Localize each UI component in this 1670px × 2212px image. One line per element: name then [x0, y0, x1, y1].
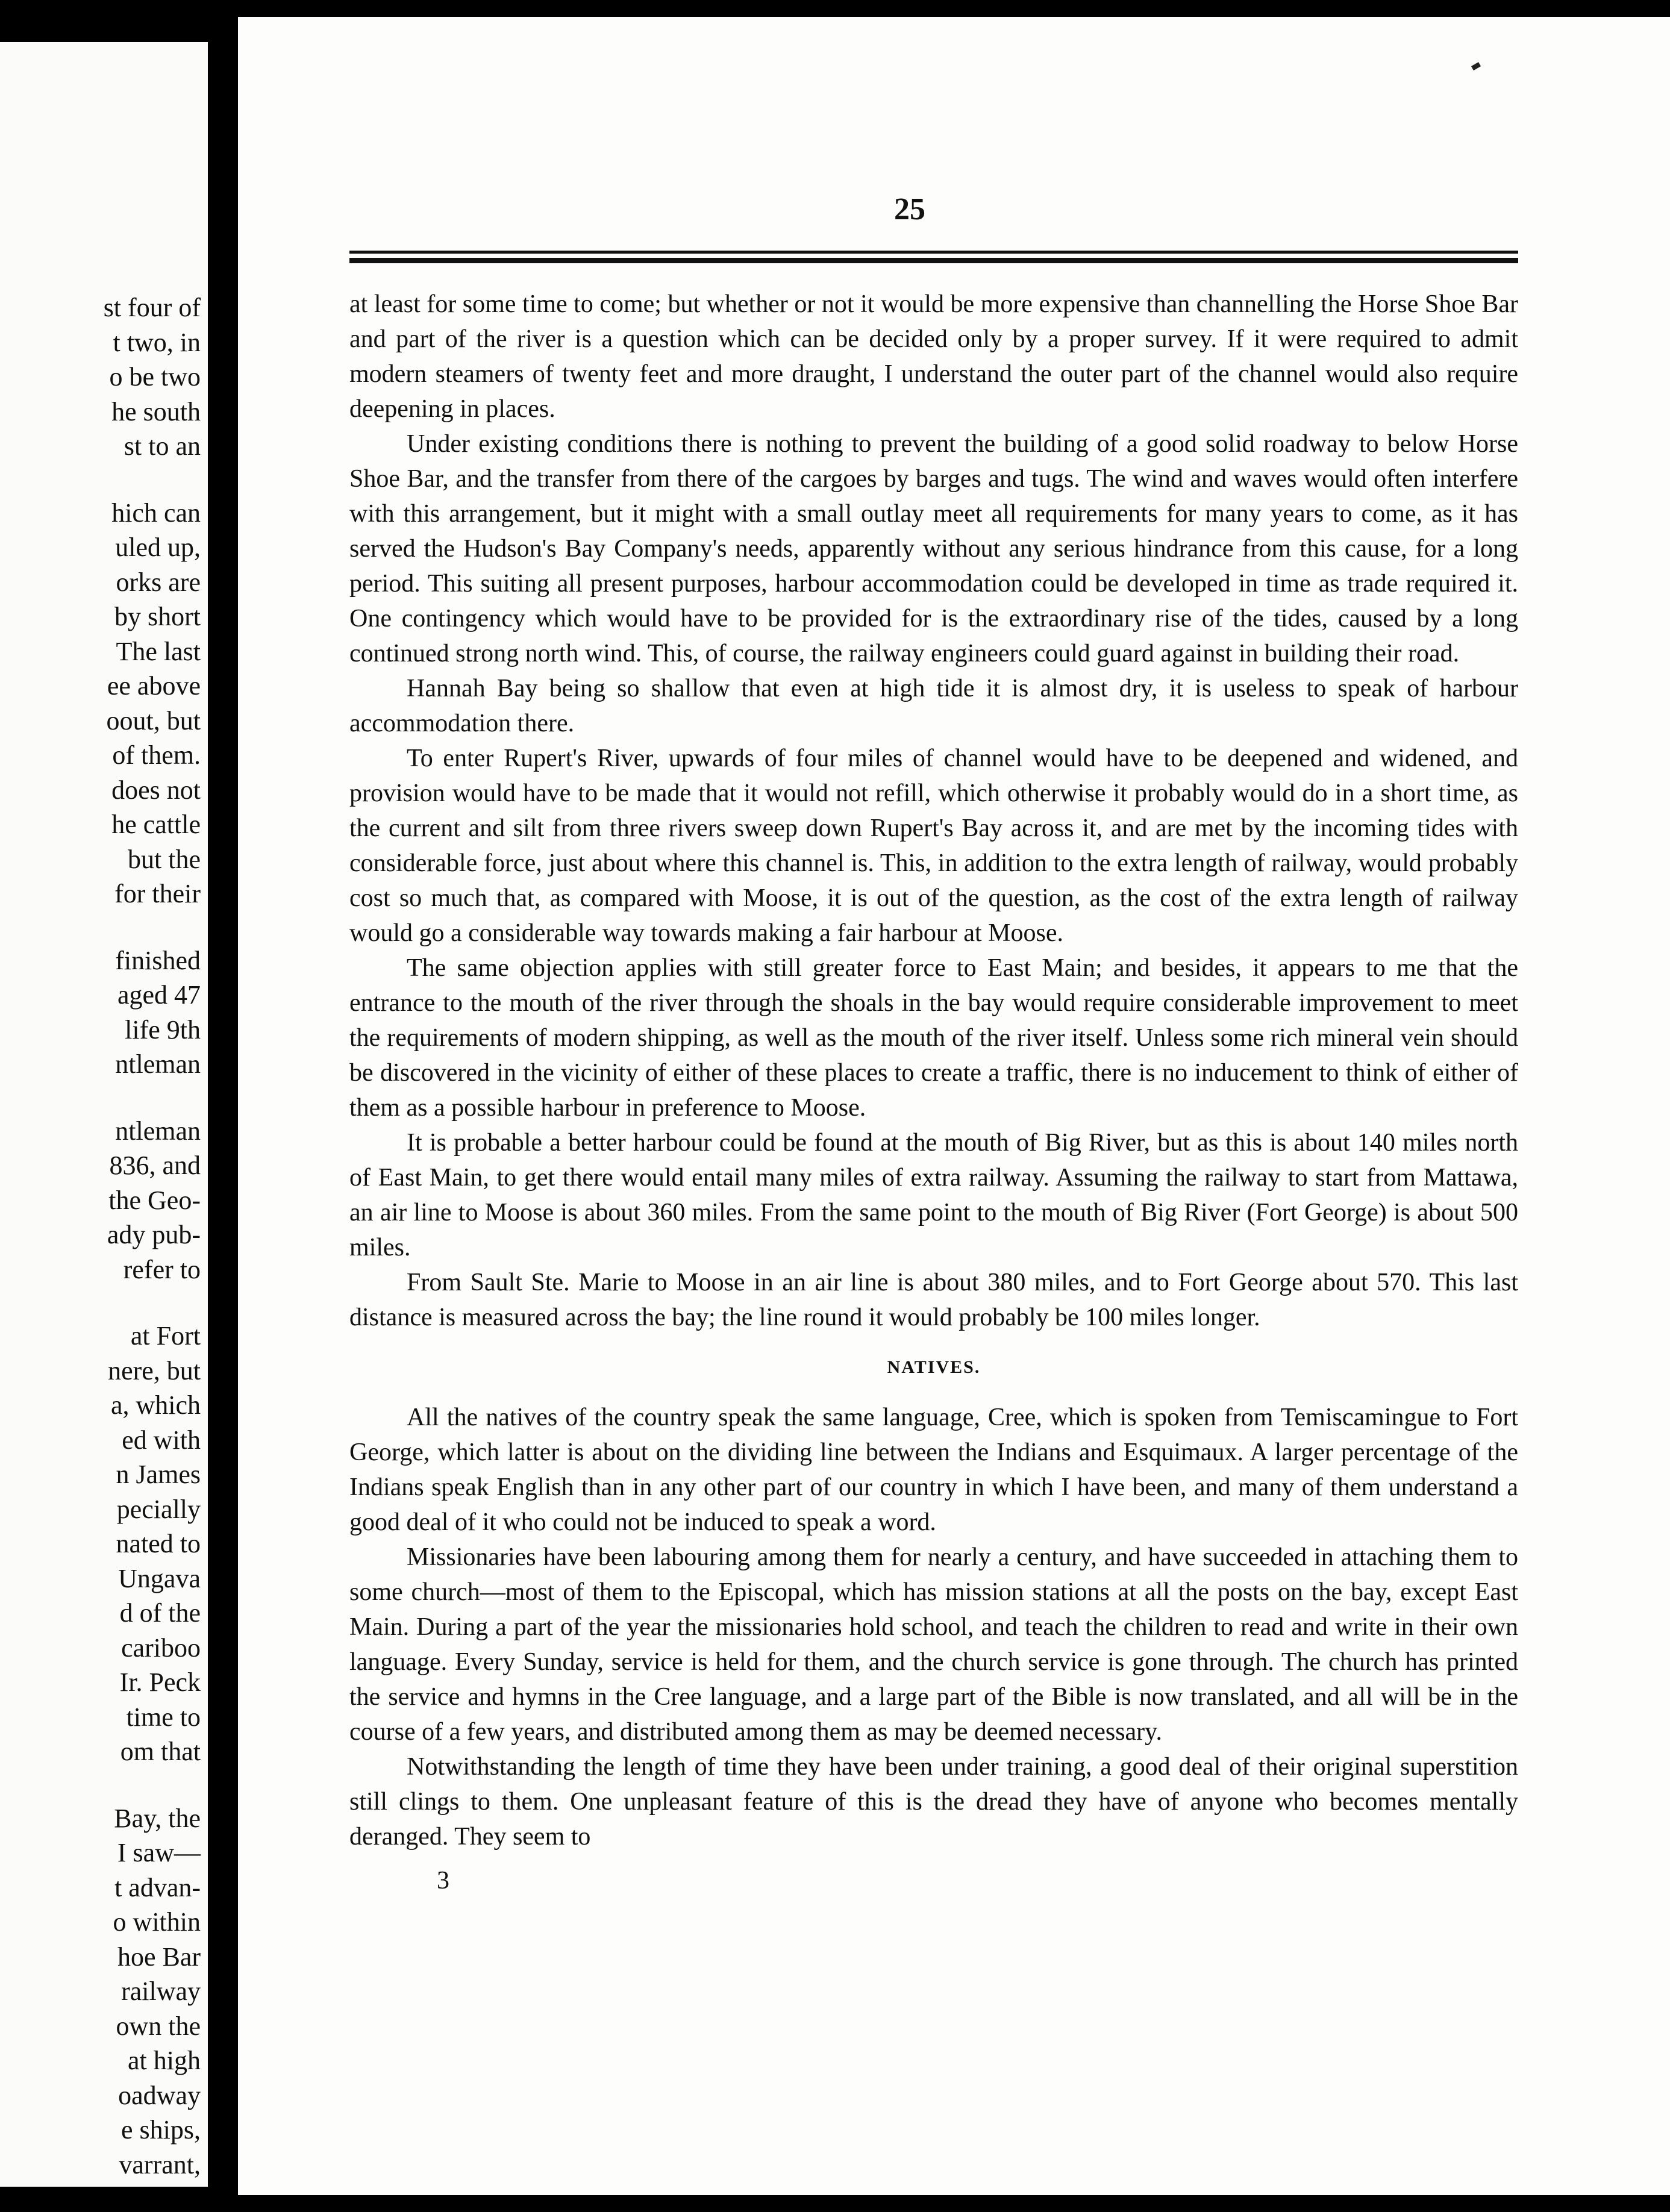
facing-page-paragraph [0, 496, 201, 911]
facing-page-line: 836, and [109, 1151, 201, 1180]
facing-page-line: life 9th [125, 1014, 201, 1045]
paragraph: It is probable a better harbour could be found at the mouth of Big River, but as this is about 140 miles north of East Main, to get there would entail many miles of extra railway. Assuming the railway to start from Mattawa, an air line to Moose is about 360 miles. From the same point to the mouth of Big River (Fort George) is about 500 miles. [349, 1129, 1518, 1261]
facing-page-line: I saw— [117, 1838, 201, 1867]
facing-page-line: Ungava [118, 1563, 201, 1593]
paragraph: To enter Rupert's River, upwards of four miles of channel would have to be deepened and widened, and provision would have to be made that it would not refill, which otherwise it probably would do in a short time, as the current and silt from three rivers sweep down Rupert's Bay across it, and are met by the incoming tides with considerable force, just about where this channel is. This, in addition to the extra length of railway, would probably cost so much that, as compared with Moose, it is out of the question, as the cost of the extra length of railway would go a considerable way towards making a fair harbour at Moose. [349, 745, 1518, 947]
facing-page-line: ed with [122, 1425, 201, 1455]
facing-page-line: st four of [103, 293, 201, 322]
facing-page-line: at high [128, 2046, 201, 2075]
facing-page-line: cariboo [121, 1632, 201, 1663]
page-gutter [208, 0, 238, 2212]
facing-page-line: time to [126, 1702, 201, 1732]
facing-page-line: pecially [116, 1494, 201, 1524]
facing-page-line: oout, but [106, 705, 201, 736]
facing-page-line: orks are [116, 567, 201, 597]
facing-page-line: railway [121, 1976, 201, 2006]
facing-page-line: a, which [110, 1390, 201, 1420]
facing-page-line: ntleman [115, 1116, 201, 1146]
paragraph: From Sault Ste. Marie to Moose in an air line is about 380 miles, and to Fort George about 570. This last distance is measured across the bay; the line round it would probably be 100 miles longer. [349, 1269, 1518, 1331]
paragraph: Hannah Bay being so shallow that even at high tide it is almost dry, it is useless to speak of harbour accommodation there. [349, 675, 1518, 737]
section-heading: NATIVES. [887, 1357, 981, 1377]
facing-page-line: aged 47 [117, 980, 201, 1010]
paragraph: All the natives of the country speak the same language, Cree, which is spoken from Temiscamingue to Fort George, which latter is about on the dividing line between the Indians and Esquimaux. A larger percentage of the Indians speak English than in any other part of our country in which I have been, and many of them understand a good deal of it who could not be induced to speak a word. [349, 1404, 1518, 1536]
facing-page-line: t two, in [113, 327, 201, 357]
facing-page-line: The last [116, 636, 201, 666]
facing-page-line: he south [111, 396, 201, 426]
paragraph: The same objection applies with still greater force to East Main; and besides, it appears to me that the entrance to the mouth of the river through the shoals in the bay would require considerable improvement to meet the requirements of modern shipping, as well as the mouth of the river itself. Unless some rich mineral vein should be discovered in the vicinity of either of these places to create a traffic, there is no inducement to think of either of them as a possible harbour in preference to Moose. [349, 954, 1518, 1122]
facing-page [0, 42, 208, 2187]
facing-page-paragraph [0, 1114, 201, 1287]
facing-page-line: ee above [107, 671, 201, 701]
facing-page-line: ntleman [115, 1049, 201, 1079]
facing-page-line: Bay, the [114, 1803, 201, 1833]
facing-page-paragraph [0, 1801, 201, 2182]
facing-page-line: nated to [116, 1529, 201, 1558]
paragraph: Under existing conditions there is nothing to prevent the building of a good solid roadway to below Horse Shoe Bar, and the transfer from there of the cargoes by barges and tugs. The wind and waves would often interfere with this arrangement, but it might with a small outlay meet all requirements for many years to come, as it has served the Hudson's Bay Company's needs, apparently without any serious hindrance from this cause, for a long period. This suiting all present purposes, harbour accommodation could be developed in time as trade required it. One contingency which would have to be provided for is the extraordinary rise of the tides, caused by a long continued strong north wind. This, of course, the railway engineers could guard against in building their road. [349, 430, 1518, 667]
facing-page-line: Ir. Peck [119, 1667, 201, 1697]
facing-page-line: the Geo- [108, 1185, 201, 1215]
facing-page-line: hich can [111, 498, 201, 528]
facing-page-line: for their [114, 879, 201, 908]
facing-page-line: refer to [123, 1254, 201, 1284]
facing-page-line: by short [114, 602, 201, 631]
facing-page-line: at Fort [130, 1321, 201, 1351]
facing-page-line: finished [115, 945, 201, 975]
paragraph: Missionaries have been labouring among them for nearly a century, and have succeeded in attaching them to some church—most of them to the Episcopal, which has mission stations at all the posts on the bay, except East Main. During a part of the year the missionaries hold school, and teach the children to read and write in their own language. Every Sunday, service is held for them, and the church service is gone through. The church has printed the service and hymns in the Cree language, and a large part of the Bible is now translated, and all will be in the course of a few years, and distributed among them as may be deemed necessary. [349, 1543, 1518, 1746]
header-rule-thick [349, 258, 1518, 263]
facing-page-line: st to an [124, 431, 201, 461]
facing-page-line: d of the [119, 1598, 201, 1628]
facing-page-line: o be two [109, 362, 201, 392]
facing-page-line: nere, but [108, 1355, 201, 1386]
body-text [349, 287, 1518, 1854]
facing-page-line: ady pub- [107, 1220, 201, 1249]
facing-page-line: of them. [112, 740, 201, 770]
facing-page-line: t advan- [114, 1872, 201, 1902]
facing-page-paragraph [0, 1319, 201, 1769]
page-number: 25 [894, 192, 925, 227]
paragraph: at least for some time to come; but whether or not it would be more expensive than channelling the Horse Shoe Bar and part of the river is a question which can be decided only by a proper survey. If it were required to admit modern steamers of twenty feet and more draught, I understand the outer part of the channel would also require deepening in places. [349, 290, 1518, 423]
facing-page-line: but the [128, 844, 201, 874]
facing-page-line: uled up, [115, 533, 201, 562]
paragraph: Notwithstanding the length of time they have been under training, a good deal of their original superstition still clings to them. One unpleasant feature of this is the dread they have of anyone who becomes mentally deranged. They seem to [349, 1753, 1518, 1851]
ink-mark [1471, 62, 1481, 70]
facing-page-paragraph [0, 290, 201, 464]
facing-page-line: om that [120, 1737, 201, 1766]
header-rule-thin [349, 251, 1518, 254]
facing-page-line: he cattle [111, 810, 201, 839]
facing-page-line: n James [116, 1460, 201, 1489]
facing-page-text [0, 290, 201, 2187]
facing-page-line: hoe Bar [117, 1942, 201, 1972]
facing-page-line: own the [116, 2011, 201, 2041]
facing-page-line: e ships, [121, 2115, 201, 2145]
facing-page-line: does not [111, 775, 201, 805]
facing-page-line: oadway [118, 2080, 201, 2110]
facing-page-paragraph [0, 943, 201, 1082]
facing-page-line: varrant, [119, 2149, 201, 2179]
facing-page-line: o within [113, 1907, 201, 1937]
signature-mark: 3 [437, 1867, 449, 1895]
document-page [238, 17, 1670, 2195]
